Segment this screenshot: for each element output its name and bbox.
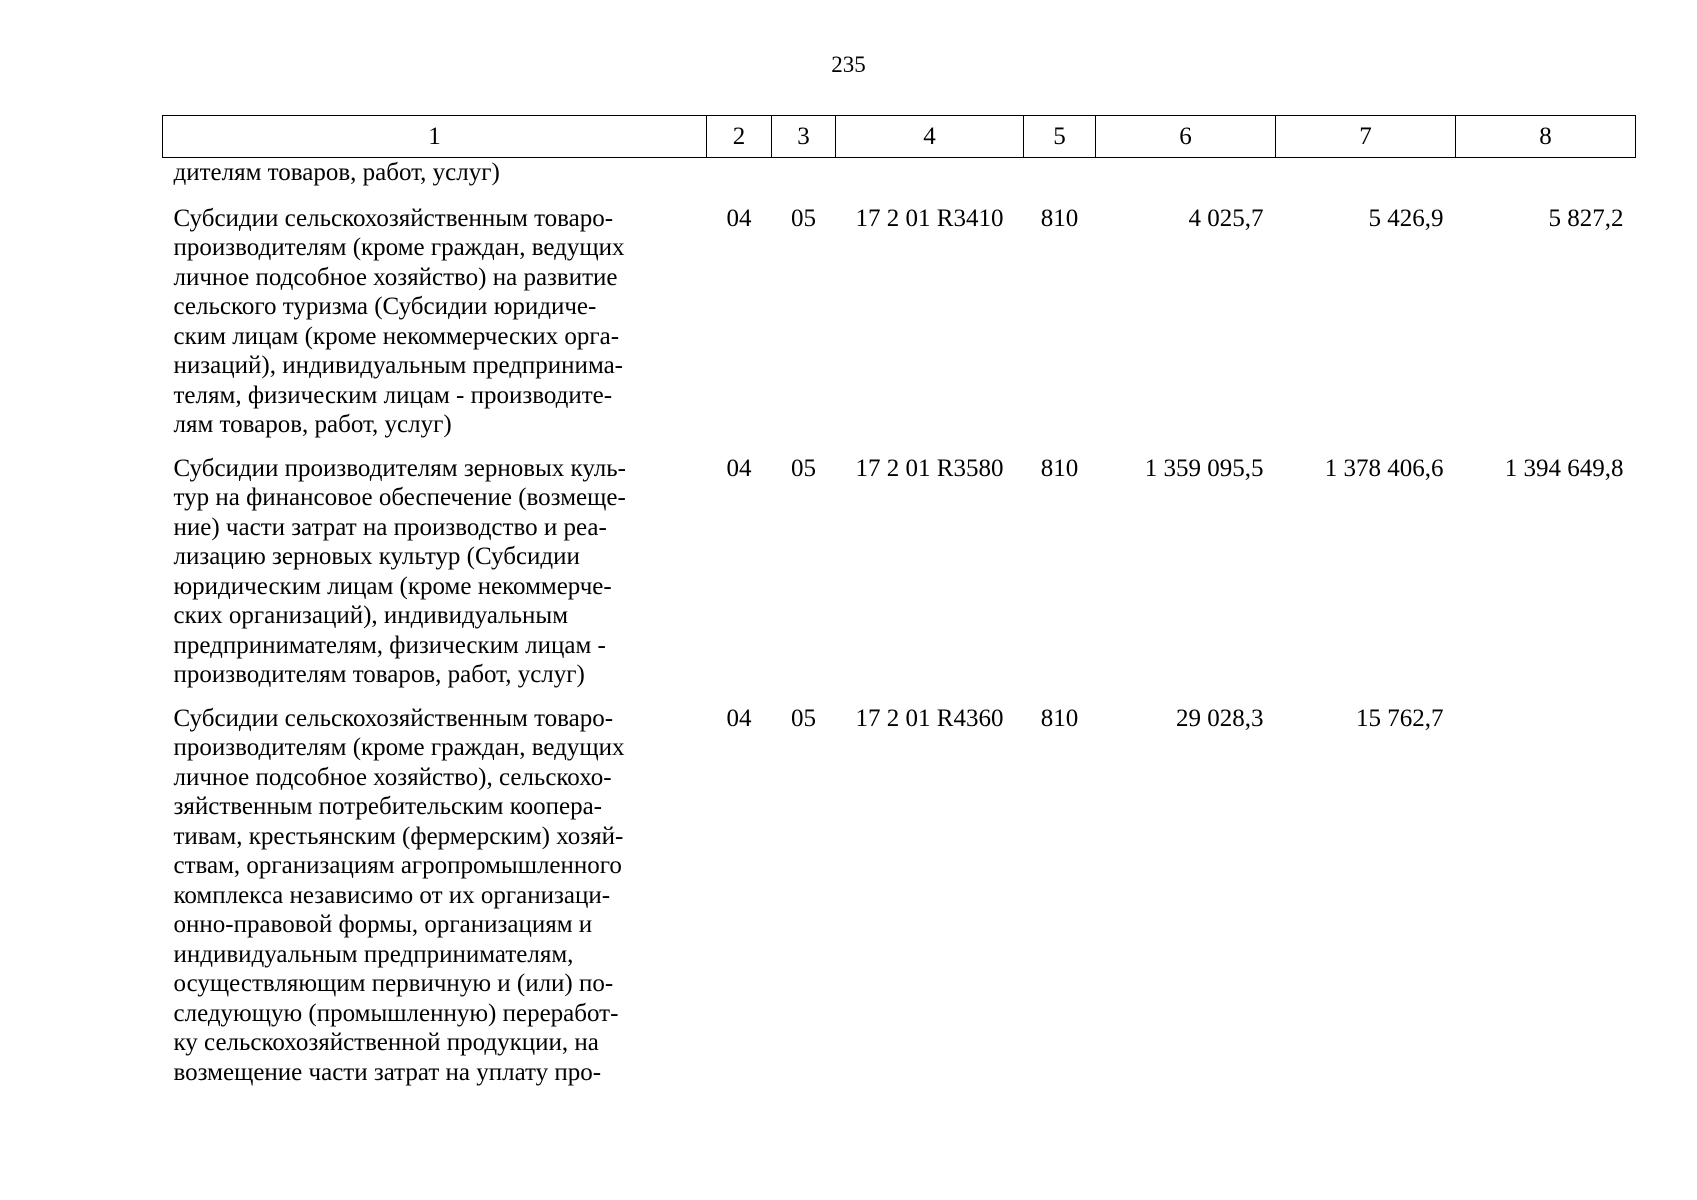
description-line: Субсидии сельскохозяйственным товаро- <box>173 204 614 232</box>
cell-amount-6: 29 028,3 <box>1176 704 1264 732</box>
description-line: низаций), индивидуальным предпринима- <box>173 352 624 379</box>
description-line: тур на финансовое обеспечение (возмеще- <box>173 484 626 511</box>
cell-section: 04 <box>726 704 752 732</box>
description-line: ских организаций), индивидуальным <box>173 602 569 629</box>
cell-subsection: 05 <box>791 704 816 732</box>
description-line: предпринимателям, физическим лицам - <box>173 631 606 659</box>
description-line: лизацию зерновых культур (Субсидии <box>173 543 580 570</box>
cell-subsection: 05 <box>791 204 816 232</box>
description-line: личное подсобное хозяйство), сельскохо- <box>173 763 612 791</box>
description-line: тивам, крестьянским (фермерским) хозяй- <box>173 822 624 850</box>
cell-subsection: 05 <box>791 454 816 482</box>
row-description <box>163 454 707 704</box>
column-header-3: 3 <box>772 116 836 158</box>
description-line: производителям (кроме граждан, ведущих <box>173 234 625 261</box>
description-line: онно-правовой формы, организациям и <box>173 911 593 938</box>
description-line: ние) части затрат на производство и реа- <box>173 513 607 541</box>
description-line: осуществляющим первичную и (или) по- <box>173 970 614 997</box>
column-header-2: 2 <box>707 116 772 158</box>
column-header-6: 6 <box>1096 116 1276 158</box>
continuation-text: дителям товаров, работ, услуг) <box>173 159 500 186</box>
description-line: Субсидии сельскохозяйственным товаро- <box>173 704 614 732</box>
description-line: зяйственным потребительским коопера- <box>173 793 602 820</box>
description-line: Субсидии производителям зерновых куль- <box>173 454 626 482</box>
description-line: ским лицам (кроме некоммерческих орга- <box>173 322 620 350</box>
table-row <box>163 204 1636 454</box>
row-description <box>163 204 707 454</box>
cell-target-article: 17 2 01 R4360 <box>855 704 1004 732</box>
cell-amount-8: 1 394 649,8 <box>1504 454 1624 482</box>
description-line: юридическим лицам (кроме некоммерче- <box>173 572 612 600</box>
description-line: комплекса независимо от их организаци- <box>173 881 611 909</box>
cell-amount-7: 5 426,9 <box>1368 204 1444 232</box>
cell-expense-type: 810 <box>1040 454 1079 482</box>
cell-amount-7: 15 762,7 <box>1356 704 1444 732</box>
description-line: лям товаров, работ, услуг) <box>173 411 452 438</box>
column-header-4: 4 <box>836 116 1024 158</box>
table-row-continuation <box>163 158 1636 204</box>
cell-section: 04 <box>726 454 752 482</box>
cell-amount-6: 4 025,7 <box>1188 204 1264 232</box>
description-line: ствам, организациям агропромышленного <box>173 852 622 879</box>
cell-section: 04 <box>726 204 752 232</box>
cell-target-article: 17 2 01 R3410 <box>855 204 1004 232</box>
description-line: личное подсобное хозяйство) на развитие <box>173 263 618 291</box>
cell-target-article: 17 2 01 R3580 <box>855 454 1004 482</box>
description-line: возмещение части затрат на уплату про- <box>173 1058 602 1086</box>
budget-table <box>162 115 1636 1101</box>
description-line: производителям (кроме граждан, ведущих <box>173 734 625 761</box>
description-line: ку сельскохозяйственной продукции, на <box>173 1029 599 1056</box>
cell-amount-6: 1 359 095,5 <box>1144 454 1264 482</box>
description-line: следующую (промышленную) переработ- <box>173 999 619 1027</box>
cell-amount-7: 1 378 406,6 <box>1324 454 1444 482</box>
table-header-row <box>163 116 1636 158</box>
row-description <box>163 704 707 1102</box>
column-header-8: 8 <box>1456 116 1636 158</box>
table-row <box>163 454 1636 704</box>
column-header-5: 5 <box>1024 116 1096 158</box>
cell-expense-type: 810 <box>1040 704 1079 732</box>
cell-amount-8 <box>1456 704 1636 1102</box>
cell-amount-8: 5 827,2 <box>1548 204 1624 232</box>
page-number: 235 <box>831 52 866 77</box>
description-line: производителям товаров, работ, услуг) <box>173 661 585 688</box>
description-line: телям, физическим лицам - производите- <box>173 381 613 409</box>
description-line: индивидуальным предпринимателям, <box>173 940 574 968</box>
description-line: сельского туризма (Субсидии юридиче- <box>173 293 597 320</box>
cell-expense-type: 810 <box>1040 204 1079 232</box>
column-header-1: 1 <box>163 116 707 158</box>
table-row <box>163 704 1636 1102</box>
column-header-7: 7 <box>1276 116 1456 158</box>
